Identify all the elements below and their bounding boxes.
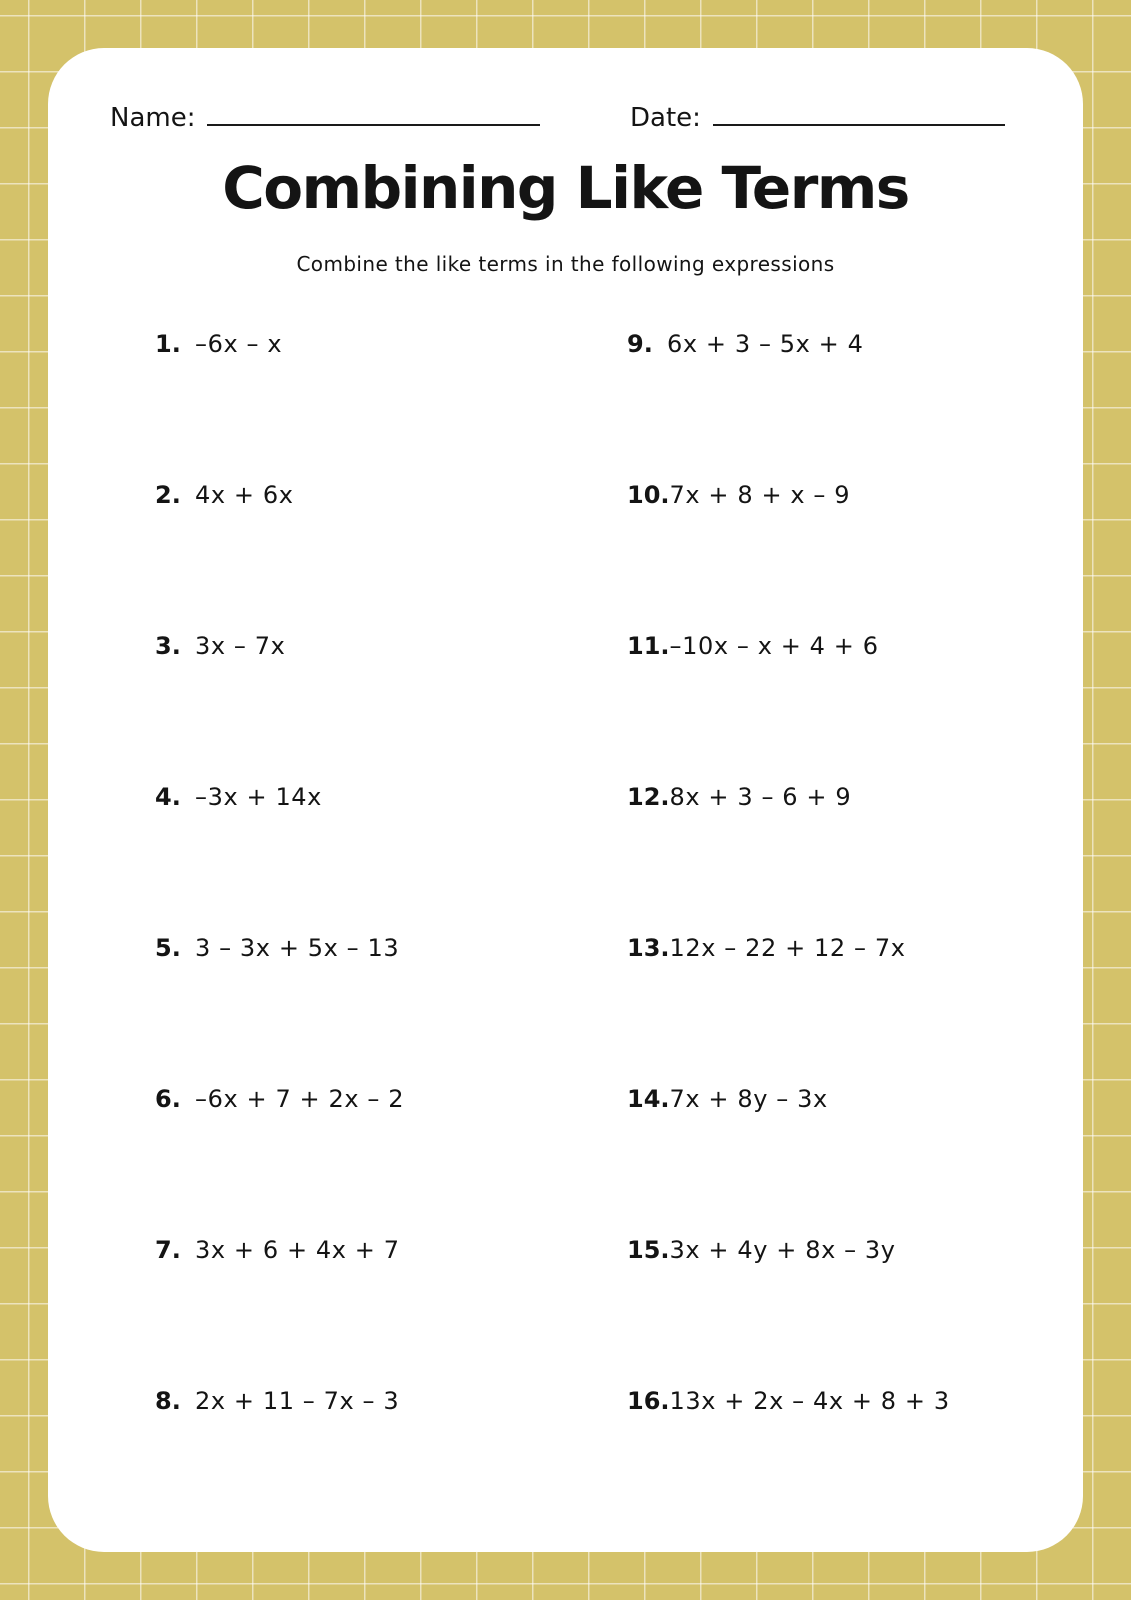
problem-number: 11. bbox=[627, 632, 670, 660]
problem-row bbox=[155, 1387, 627, 1415]
problem-row bbox=[155, 632, 627, 660]
problem-row bbox=[627, 783, 1033, 811]
problem-number: 13. bbox=[627, 934, 670, 962]
problem-row bbox=[155, 481, 627, 509]
page-subtitle: Combine the like terms in the following expressions bbox=[296, 252, 835, 276]
date-blank-line bbox=[713, 100, 1005, 126]
problem-number: 14. bbox=[627, 1085, 670, 1113]
problem-expression: 12x – 22 + 12 – 7x bbox=[669, 934, 906, 962]
problem-row bbox=[627, 632, 1033, 660]
problem-expression: 3x + 6 + 4x + 7 bbox=[195, 1236, 400, 1264]
page-title: Combining Like Terms bbox=[222, 154, 909, 222]
date-field bbox=[630, 100, 1005, 133]
problem-expression: 3x + 4y + 8x – 3y bbox=[669, 1236, 896, 1264]
problem-expression: –6x + 7 + 2x – 2 bbox=[195, 1085, 405, 1113]
problem-row bbox=[155, 1085, 627, 1113]
problem-number: 6. bbox=[155, 1085, 181, 1113]
problem-expression: 8x + 3 – 6 + 9 bbox=[669, 783, 852, 811]
header-fields bbox=[110, 100, 1005, 133]
problem-row bbox=[155, 1236, 627, 1264]
name-field bbox=[110, 100, 540, 133]
problems-grid bbox=[155, 330, 1033, 1538]
problem-number: 8. bbox=[155, 1387, 181, 1415]
problem-row bbox=[627, 481, 1033, 509]
problem-row bbox=[155, 783, 627, 811]
problem-row bbox=[155, 934, 627, 962]
problem-row bbox=[627, 1085, 1033, 1113]
problem-number: 15. bbox=[627, 1236, 670, 1264]
problem-expression: 6x + 3 – 5x + 4 bbox=[667, 330, 864, 358]
problem-number: 9. bbox=[627, 330, 653, 358]
problem-expression: 13x + 2x – 4x + 8 + 3 bbox=[669, 1387, 950, 1415]
problem-expression: 7x + 8 + x – 9 bbox=[669, 481, 851, 509]
name-label: Name: bbox=[110, 103, 196, 133]
problem-expression: 3x – 7x bbox=[195, 632, 286, 660]
problem-number: 10. bbox=[627, 481, 670, 509]
problem-expression: 7x + 8y – 3x bbox=[669, 1085, 828, 1113]
problem-number: 3. bbox=[155, 632, 181, 660]
problem-expression: 3 – 3x + 5x – 13 bbox=[195, 934, 400, 962]
problem-expression: –6x – x bbox=[195, 330, 283, 358]
worksheet-card bbox=[48, 48, 1083, 1552]
problem-expression: –10x – x + 4 + 6 bbox=[669, 632, 879, 660]
problem-row bbox=[627, 1236, 1033, 1264]
problem-number: 12. bbox=[627, 783, 670, 811]
problem-expression: 4x + 6x bbox=[195, 481, 294, 509]
problem-row bbox=[627, 1387, 1033, 1415]
problem-row bbox=[627, 934, 1033, 962]
problems-column-left bbox=[155, 330, 627, 1538]
problem-expression: –3x + 14x bbox=[195, 783, 322, 811]
problems-column-right bbox=[627, 330, 1033, 1538]
problem-row bbox=[627, 330, 1033, 358]
date-label: Date: bbox=[630, 103, 701, 133]
problem-number: 7. bbox=[155, 1236, 181, 1264]
problem-number: 16. bbox=[627, 1387, 670, 1415]
problem-number: 2. bbox=[155, 481, 181, 509]
problem-number: 1. bbox=[155, 330, 181, 358]
problem-number: 5. bbox=[155, 934, 181, 962]
problem-row bbox=[155, 330, 627, 358]
problem-number: 4. bbox=[155, 783, 181, 811]
problem-expression: 2x + 11 – 7x – 3 bbox=[195, 1387, 400, 1415]
name-blank-line bbox=[207, 100, 540, 126]
